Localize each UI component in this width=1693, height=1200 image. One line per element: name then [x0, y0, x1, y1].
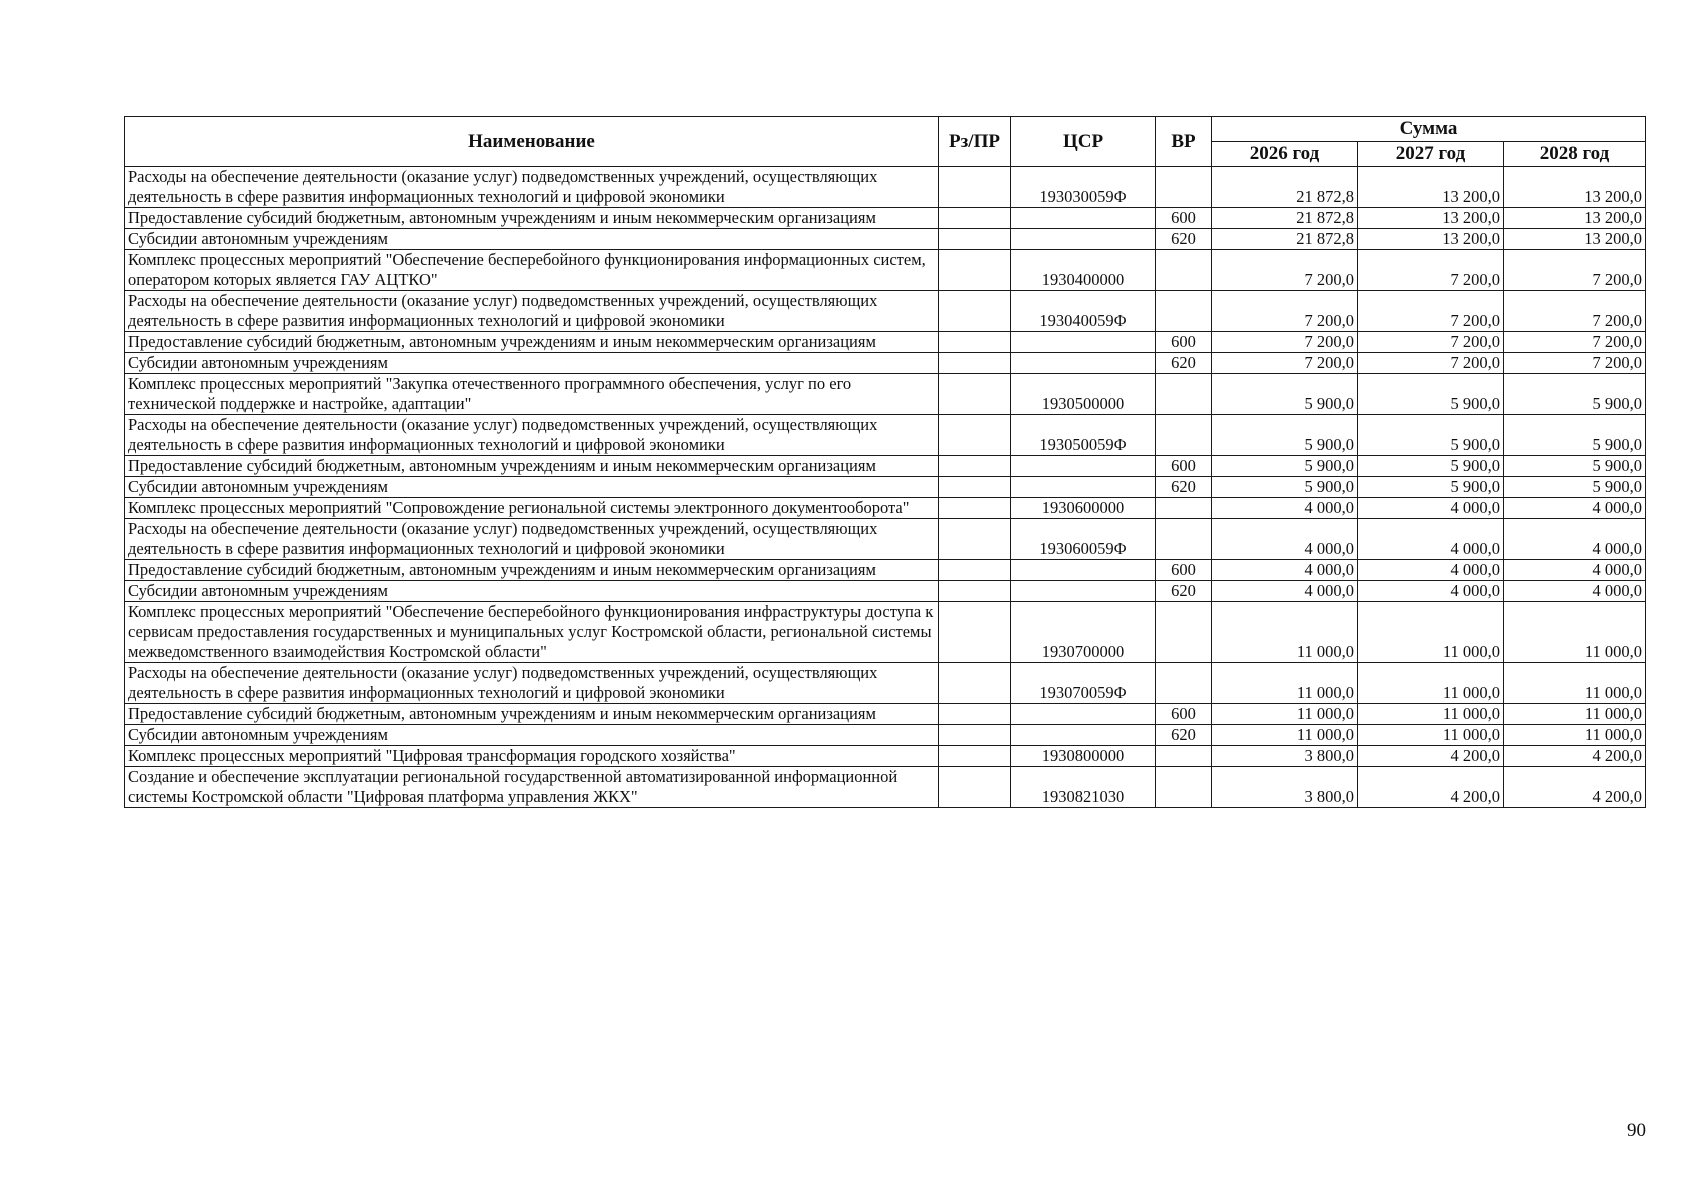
cell-vr — [1156, 663, 1212, 704]
cell-amount-2026: 11 000,0 — [1212, 602, 1358, 663]
cell-csr — [1011, 332, 1156, 353]
cell-rzpr — [939, 767, 1011, 808]
table-row — [125, 167, 1646, 208]
cell-amount-2027: 5 900,0 — [1358, 415, 1504, 456]
cell-amount-2027: 7 200,0 — [1358, 353, 1504, 374]
table-row — [125, 767, 1646, 808]
cell-amount-2028: 5 900,0 — [1504, 477, 1646, 498]
cell-amount-2027: 4 200,0 — [1358, 767, 1504, 808]
table-row — [125, 602, 1646, 663]
cell-vr: 600 — [1156, 704, 1212, 725]
cell-name: Расходы на обеспечение деятельности (оказание услуг) подведомственных учреждений, осуществляющих деятельность в сфере развития информационных технологий и цифровой экономики — [125, 663, 939, 704]
table-row — [125, 560, 1646, 581]
cell-amount-2027: 4 000,0 — [1358, 560, 1504, 581]
table-row — [125, 746, 1646, 767]
cell-amount-2027: 5 900,0 — [1358, 477, 1504, 498]
cell-name: Субсидии автономным учреждениям — [125, 353, 939, 374]
cell-name: Предоставление субсидий бюджетным, автономным учреждениям и иным некоммерческим организациям — [125, 704, 939, 725]
cell-name: Предоставление субсидий бюджетным, автономным учреждениям и иным некоммерческим организациям — [125, 332, 939, 353]
cell-amount-2026: 4 000,0 — [1212, 581, 1358, 602]
cell-amount-2027: 7 200,0 — [1358, 332, 1504, 353]
cell-amount-2027: 13 200,0 — [1358, 167, 1504, 208]
cell-rzpr — [939, 519, 1011, 560]
cell-amount-2028: 11 000,0 — [1504, 725, 1646, 746]
cell-csr: 193060059Ф — [1011, 519, 1156, 560]
cell-csr — [1011, 704, 1156, 725]
table-row — [125, 663, 1646, 704]
cell-vr: 620 — [1156, 725, 1212, 746]
cell-amount-2027: 4 000,0 — [1358, 581, 1504, 602]
cell-rzpr — [939, 602, 1011, 663]
cell-vr: 600 — [1156, 332, 1212, 353]
cell-csr — [1011, 229, 1156, 250]
cell-rzpr — [939, 560, 1011, 581]
cell-amount-2026: 11 000,0 — [1212, 663, 1358, 704]
table-row — [125, 229, 1646, 250]
cell-amount-2027: 7 200,0 — [1358, 250, 1504, 291]
cell-amount-2026: 5 900,0 — [1212, 374, 1358, 415]
cell-csr: 193040059Ф — [1011, 291, 1156, 332]
cell-rzpr — [939, 663, 1011, 704]
cell-rzpr — [939, 477, 1011, 498]
cell-name: Комплекс процессных мероприятий "Закупка отечественного программного обеспечения, услуг по его технической поддержке и настройке, адаптации" — [125, 374, 939, 415]
cell-amount-2028: 7 200,0 — [1504, 291, 1646, 332]
table-row — [125, 456, 1646, 477]
cell-vr — [1156, 374, 1212, 415]
cell-vr: 600 — [1156, 456, 1212, 477]
cell-rzpr — [939, 581, 1011, 602]
cell-amount-2027: 13 200,0 — [1358, 229, 1504, 250]
cell-name: Субсидии автономным учреждениям — [125, 581, 939, 602]
header-year-2026: 2026 год — [1212, 142, 1358, 167]
cell-name: Комплекс процессных мероприятий "Обеспечение бесперебойного функционирования информационных систем, оператором которых является ГАУ АЦТКО" — [125, 250, 939, 291]
cell-amount-2027: 13 200,0 — [1358, 208, 1504, 229]
cell-rzpr — [939, 353, 1011, 374]
cell-amount-2028: 5 900,0 — [1504, 374, 1646, 415]
cell-amount-2026: 5 900,0 — [1212, 477, 1358, 498]
cell-amount-2028: 4 000,0 — [1504, 519, 1646, 560]
cell-vr — [1156, 498, 1212, 519]
cell-rzpr — [939, 415, 1011, 456]
cell-amount-2026: 21 872,8 — [1212, 208, 1358, 229]
budget-table — [124, 116, 1646, 808]
table-row — [125, 353, 1646, 374]
table-row — [125, 332, 1646, 353]
cell-name: Расходы на обеспечение деятельности (оказание услуг) подведомственных учреждений, осуществляющих деятельность в сфере развития информационных технологий и цифровой экономики — [125, 519, 939, 560]
cell-rzpr — [939, 250, 1011, 291]
cell-csr — [1011, 353, 1156, 374]
cell-rzpr — [939, 725, 1011, 746]
header-year-2027: 2027 год — [1358, 142, 1504, 167]
cell-name: Расходы на обеспечение деятельности (оказание услуг) подведомственных учреждений, осуществляющих деятельность в сфере развития информационных технологий и цифровой экономики — [125, 415, 939, 456]
header-rzpr: Рз/ПР — [939, 117, 1011, 167]
cell-vr — [1156, 519, 1212, 560]
table-row — [125, 704, 1646, 725]
cell-amount-2026: 7 200,0 — [1212, 332, 1358, 353]
cell-rzpr — [939, 704, 1011, 725]
cell-name: Субсидии автономным учреждениям — [125, 229, 939, 250]
table-row — [125, 250, 1646, 291]
cell-vr — [1156, 767, 1212, 808]
cell-name: Комплекс процессных мероприятий "Сопровождение региональной системы электронного документооборота" — [125, 498, 939, 519]
table-row — [125, 291, 1646, 332]
cell-amount-2027: 4 000,0 — [1358, 498, 1504, 519]
cell-vr — [1156, 167, 1212, 208]
cell-amount-2026: 11 000,0 — [1212, 704, 1358, 725]
cell-csr: 1930700000 — [1011, 602, 1156, 663]
cell-amount-2028: 11 000,0 — [1504, 704, 1646, 725]
cell-amount-2026: 7 200,0 — [1212, 291, 1358, 332]
cell-amount-2028: 4 000,0 — [1504, 581, 1646, 602]
cell-rzpr — [939, 291, 1011, 332]
cell-amount-2028: 7 200,0 — [1504, 250, 1646, 291]
cell-amount-2026: 3 800,0 — [1212, 746, 1358, 767]
cell-amount-2027: 11 000,0 — [1358, 704, 1504, 725]
cell-amount-2028: 4 200,0 — [1504, 746, 1646, 767]
table-row — [125, 581, 1646, 602]
cell-amount-2027: 11 000,0 — [1358, 602, 1504, 663]
cell-csr: 193030059Ф — [1011, 167, 1156, 208]
cell-name: Расходы на обеспечение деятельности (оказание услуг) подведомственных учреждений, осуществляющих деятельность в сфере развития информационных технологий и цифровой экономики — [125, 291, 939, 332]
page-number: 90 — [1627, 1120, 1646, 1141]
header-row-top — [125, 117, 1646, 142]
cell-csr — [1011, 477, 1156, 498]
cell-name: Комплекс процессных мероприятий "Цифровая трансформация городского хозяйства" — [125, 746, 939, 767]
cell-amount-2028: 13 200,0 — [1504, 229, 1646, 250]
cell-amount-2026: 21 872,8 — [1212, 167, 1358, 208]
header-name: Наименование — [125, 117, 939, 167]
header-vr: ВР — [1156, 117, 1212, 167]
cell-vr: 600 — [1156, 560, 1212, 581]
cell-amount-2026: 3 800,0 — [1212, 767, 1358, 808]
cell-amount-2026: 21 872,8 — [1212, 229, 1358, 250]
cell-vr — [1156, 291, 1212, 332]
cell-csr: 1930600000 — [1011, 498, 1156, 519]
cell-amount-2028: 13 200,0 — [1504, 167, 1646, 208]
cell-vr — [1156, 746, 1212, 767]
table-row — [125, 477, 1646, 498]
cell-amount-2028: 7 200,0 — [1504, 332, 1646, 353]
cell-amount-2026: 4 000,0 — [1212, 519, 1358, 560]
cell-amount-2027: 5 900,0 — [1358, 374, 1504, 415]
cell-vr: 620 — [1156, 229, 1212, 250]
cell-amount-2026: 7 200,0 — [1212, 250, 1358, 291]
cell-vr — [1156, 415, 1212, 456]
table-row — [125, 519, 1646, 560]
table-row — [125, 725, 1646, 746]
cell-amount-2028: 13 200,0 — [1504, 208, 1646, 229]
cell-name: Создание и обеспечение эксплуатации региональной государственной автоматизированной информационной системы Костромской области "Цифровая платформа управления ЖКХ" — [125, 767, 939, 808]
header-year-2028: 2028 год — [1504, 142, 1646, 167]
cell-csr: 1930500000 — [1011, 374, 1156, 415]
table-row — [125, 498, 1646, 519]
cell-vr: 620 — [1156, 581, 1212, 602]
header-csr: ЦСР — [1011, 117, 1156, 167]
cell-csr: 193070059Ф — [1011, 663, 1156, 704]
cell-name: Предоставление субсидий бюджетным, автономным учреждениям и иным некоммерческим организациям — [125, 208, 939, 229]
cell-amount-2026: 11 000,0 — [1212, 725, 1358, 746]
cell-amount-2026: 5 900,0 — [1212, 456, 1358, 477]
cell-vr: 600 — [1156, 208, 1212, 229]
cell-rzpr — [939, 208, 1011, 229]
cell-amount-2027: 5 900,0 — [1358, 456, 1504, 477]
cell-rzpr — [939, 746, 1011, 767]
cell-amount-2027: 11 000,0 — [1358, 663, 1504, 704]
table-header — [125, 117, 1646, 167]
cell-amount-2028: 5 900,0 — [1504, 456, 1646, 477]
cell-amount-2027: 4 000,0 — [1358, 519, 1504, 560]
cell-name: Расходы на обеспечение деятельности (оказание услуг) подведомственных учреждений, осуществляющих деятельность в сфере развития информационных технологий и цифровой экономики — [125, 167, 939, 208]
cell-rzpr — [939, 374, 1011, 415]
cell-name: Комплекс процессных мероприятий "Обеспечение бесперебойного функционирования инфраструктуры доступа к сервисам предоставления государственных и муниципальных услуг Костромской области, региональной системы межведомственного взаимодействия Костромской области" — [125, 602, 939, 663]
cell-name: Субсидии автономным учреждениям — [125, 725, 939, 746]
table-row — [125, 208, 1646, 229]
cell-csr — [1011, 581, 1156, 602]
cell-amount-2028: 5 900,0 — [1504, 415, 1646, 456]
cell-vr: 620 — [1156, 477, 1212, 498]
cell-vr — [1156, 602, 1212, 663]
table-body — [125, 167, 1646, 808]
cell-rzpr — [939, 229, 1011, 250]
cell-csr — [1011, 725, 1156, 746]
cell-rzpr — [939, 456, 1011, 477]
cell-csr: 1930400000 — [1011, 250, 1156, 291]
cell-amount-2028: 11 000,0 — [1504, 663, 1646, 704]
cell-rzpr — [939, 332, 1011, 353]
cell-csr: 1930821030 — [1011, 767, 1156, 808]
cell-amount-2028: 11 000,0 — [1504, 602, 1646, 663]
cell-rzpr — [939, 167, 1011, 208]
table-row — [125, 415, 1646, 456]
header-sum: Сумма — [1212, 117, 1646, 142]
cell-csr — [1011, 456, 1156, 477]
cell-name: Субсидии автономным учреждениям — [125, 477, 939, 498]
cell-amount-2026: 4 000,0 — [1212, 560, 1358, 581]
cell-amount-2027: 4 200,0 — [1358, 746, 1504, 767]
cell-amount-2027: 7 200,0 — [1358, 291, 1504, 332]
cell-csr: 1930800000 — [1011, 746, 1156, 767]
cell-amount-2028: 4 200,0 — [1504, 767, 1646, 808]
cell-rzpr — [939, 498, 1011, 519]
cell-amount-2028: 7 200,0 — [1504, 353, 1646, 374]
cell-vr: 620 — [1156, 353, 1212, 374]
cell-amount-2026: 5 900,0 — [1212, 415, 1358, 456]
cell-name: Предоставление субсидий бюджетным, автономным учреждениям и иным некоммерческим организациям — [125, 560, 939, 581]
cell-csr: 193050059Ф — [1011, 415, 1156, 456]
cell-csr — [1011, 560, 1156, 581]
cell-amount-2027: 11 000,0 — [1358, 725, 1504, 746]
table-row — [125, 374, 1646, 415]
cell-csr — [1011, 208, 1156, 229]
cell-amount-2028: 4 000,0 — [1504, 498, 1646, 519]
cell-amount-2026: 7 200,0 — [1212, 353, 1358, 374]
cell-name: Предоставление субсидий бюджетным, автономным учреждениям и иным некоммерческим организациям — [125, 456, 939, 477]
cell-vr — [1156, 250, 1212, 291]
cell-amount-2028: 4 000,0 — [1504, 560, 1646, 581]
cell-amount-2026: 4 000,0 — [1212, 498, 1358, 519]
